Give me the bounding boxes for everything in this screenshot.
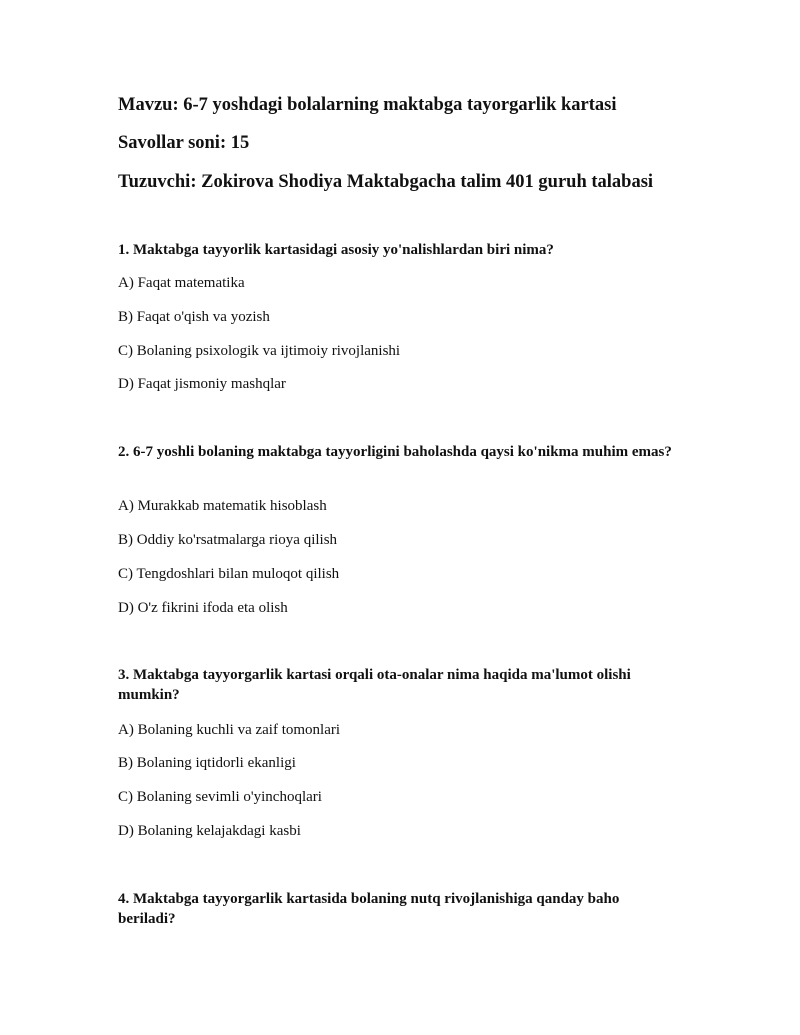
- question-1-text: 1. Maktabga tayyorlik kartasidagi asosiy yo'nalishlardan biri nima?: [118, 242, 554, 258]
- question-3-text: 3. Maktabga tayyorgarlik kartasi orqali ota-onalar nima haqida ma'lumot olishi mumkin?: [118, 667, 631, 703]
- question-1-option-d: D) Faqat jismoniy mashqlar: [118, 376, 286, 392]
- author-heading: Tuzuvchi: Zokirova Shodiya Maktabgacha talim 401 guruh talabasi: [118, 172, 654, 192]
- question-2-option-a: A) Murakkab matematik hisoblash: [118, 498, 327, 514]
- question-2-option-c: C) Tengdoshlari bilan muloqot qilish: [118, 566, 340, 582]
- question-3-option-a: A) Bolaning kuchli va zaif tomonlari: [118, 722, 341, 738]
- question-2-option-b: B) Oddiy ko'rsatmalarga rioya qilish: [118, 532, 338, 548]
- question-4-text: 4. Maktabga tayyorgarlik kartasida bolaning nutq rivojlanishiga qanday baho beriladi?: [118, 891, 620, 927]
- question-count-heading: Savollar soni: 15: [118, 133, 250, 153]
- question-1-option-a: A) Faqat matematika: [118, 275, 245, 291]
- question-3-option-c: C) Bolaning sevimli o'yinchoqlari: [118, 789, 322, 805]
- question-2-option-d: D) O'z fikrini ifoda eta olish: [118, 600, 288, 616]
- question-3-option-b: B) Bolaning iqtidorli ekanligi: [118, 755, 296, 771]
- question-1-option-c: C) Bolaning psixologik va ijtimoiy rivojlanishi: [118, 343, 401, 359]
- question-1-option-b: B) Faqat o'qish va yozish: [118, 309, 270, 325]
- question-2-text: 2. 6-7 yoshli bolaning maktabga tayyorligini baholashda qaysi ko'nikma muhim emas?: [118, 444, 672, 460]
- question-3-option-d: D) Bolaning kelajakdagi kasbi: [118, 823, 301, 839]
- topic-heading: Mavzu: 6-7 yoshdagi bolalarning maktabga tayorgarlik kartasi: [118, 95, 617, 115]
